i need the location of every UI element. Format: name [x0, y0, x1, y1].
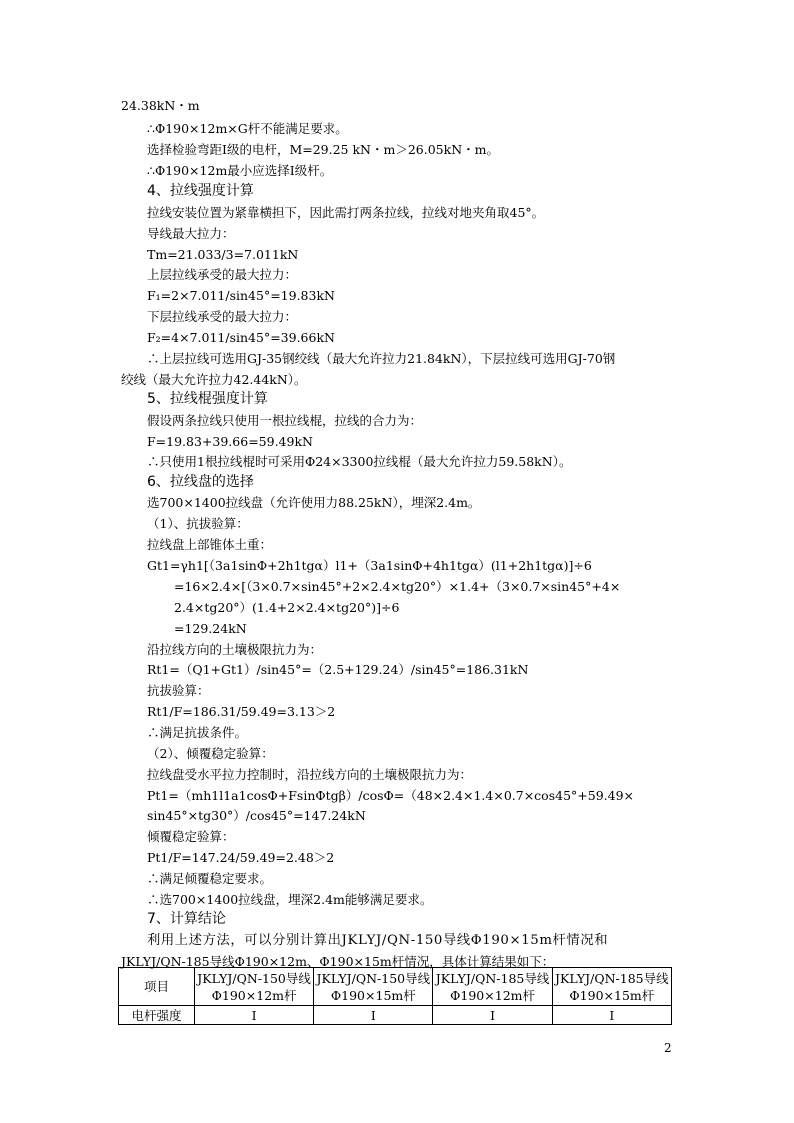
text-line: 导线最大拉力： [147, 226, 235, 241]
text-line: ∴Φ190×12m最小应选择Ⅰ级杆。 [147, 163, 333, 178]
text-line: ∴Φ190×12m×G杆不能满足要求。 [147, 121, 348, 136]
text-line: 绞线（最大允许拉力42.44kN）。 [121, 372, 307, 387]
text-line: 选700×1400拉线盘（允许使用力88.25kN），埋深2.4m。 [147, 495, 481, 510]
text-line: ∴满足倾覆稳定要求。 [147, 871, 273, 886]
text-line: 抗拔验算： [147, 683, 210, 698]
text-line: 24.38kN・m [121, 98, 200, 113]
text-line: 利用上述方法，可以分别计算出JKLYJ/QN-150导线Φ190×15m杆情况和 [147, 933, 609, 948]
section-heading: 5、拉线棍强度计算 [147, 391, 268, 407]
formula-line: =129.24kN [174, 621, 247, 636]
text-line: （2）、倾覆稳定验算： [147, 746, 274, 761]
formula-line: 2.4×tg20°）(1.4+2×2.4×tg20°)]÷6 [174, 600, 400, 615]
page-number: 2 [664, 1041, 672, 1055]
table-cell: Ⅰ [433, 1006, 552, 1025]
table-header-row [119, 968, 672, 1006]
text-line: 上层拉线承受的最大拉力： [147, 267, 298, 282]
text-line: JKLYJ/QN-185导线Φ190×12m、Φ190×15m杆情况，具体计算结果如下： [121, 954, 555, 969]
section-heading: 4、拉线强度计算 [147, 183, 254, 199]
table-header-cell: 项目 [119, 968, 195, 1006]
section-heading: 7、计算结论 [147, 911, 226, 927]
text-line: ∴上层拉线可选用GJ-35钢绞线（最大允许拉力21.84kN），下层拉线可选用GJ-70钢 [147, 351, 616, 366]
table-cell: Ⅰ [552, 1006, 671, 1025]
text-line: 下层拉线承受的最大拉力： [147, 309, 298, 324]
formula-line: F₂=4×7.011/sin45°=39.66kN [147, 330, 335, 345]
text-line: 选择检验弯距Ⅰ级的电杆，M=29.25 kN・m＞26.05kN・m。 [147, 142, 499, 157]
table-header-cell: JKLYJ/QN-185导线Φ190×12m杆 [433, 968, 552, 1006]
formula-line: Rt1=（Q1+Gt1）/sin45°=（2.5+129.24）/sin45°=186.31kN [147, 662, 529, 677]
formula-line: Pt1/F=147.24/59.49=2.48＞2 [147, 850, 335, 865]
text-line: 沿拉线方向的土壤极限抗力为： [147, 642, 323, 657]
table-header-cell: JKLYJ/QN-150导线Φ190×12m杆 [194, 968, 313, 1006]
text-line: Tm=21.033/3=7.011kN [147, 247, 299, 262]
text-line: ∴选700×1400拉线盘，埋深2.4m能够满足要求。 [147, 892, 433, 907]
text-line: 拉线盘上部锥体土重： [147, 537, 273, 552]
text-line: 拉线安装位置为紧靠横担下，因此需打两条拉线，拉线对地夹角取45°。 [147, 205, 545, 220]
text-line: 拉线盘受水平拉力控制时，沿拉线方向的土壤极限抗力为： [147, 767, 473, 782]
table-row [119, 1006, 672, 1025]
formula-line: Rt1/F=186.31/59.49=3.13＞2 [147, 704, 336, 719]
section-heading: 6、拉线盘的选择 [147, 474, 254, 490]
table-cell: 电杆强度 [119, 1006, 195, 1025]
formula-line: F₁=2×7.011/sin45°=19.83kN [147, 288, 335, 303]
table-header-cell: JKLYJ/QN-150导线Φ190×15m杆 [314, 968, 433, 1006]
formula-line: Pt1=（mh1l1a1cosΦ+FsinΦtgβ）/cosΦ=（48×2.4×1.4×0.7×cos45°+59.49× [147, 788, 635, 803]
table-cell: Ⅰ [194, 1006, 313, 1025]
result-table [118, 967, 672, 1025]
text-line: ∴满足抗拔条件。 [147, 725, 248, 740]
text-line: （1）、抗拔验算： [147, 516, 249, 531]
table-cell: Ⅰ [314, 1006, 433, 1025]
formula-line: F=19.83+39.66=59.49kN [147, 434, 313, 449]
formula-line: Gt1=γh1[（3a1sinΦ+2h1tgα）l1+（3a1sinΦ+4h1tgα）(l1+2h1tgα)]÷6 [147, 558, 592, 573]
text-line: 假设两条拉线只使用一根拉线棍，拉线的合力为： [147, 413, 423, 428]
formula-line: sin45°×tg30°）/cos45°=147.24kN [147, 808, 366, 823]
text-line: 倾覆稳定验算： [147, 829, 235, 844]
text-line: ∴只使用1根拉线棍时可采用Φ24×3300拉线棍（最大允许拉力59.58kN）。 [147, 454, 572, 469]
formula-line: =16×2.4×[（3×0.7×sin45°+2×2.4×tg20°）×1.4+（3×0.7×sin45°+4× [174, 579, 621, 594]
table-header-cell: JKLYJ/QN-185导线Φ190×15m杆 [552, 968, 671, 1006]
